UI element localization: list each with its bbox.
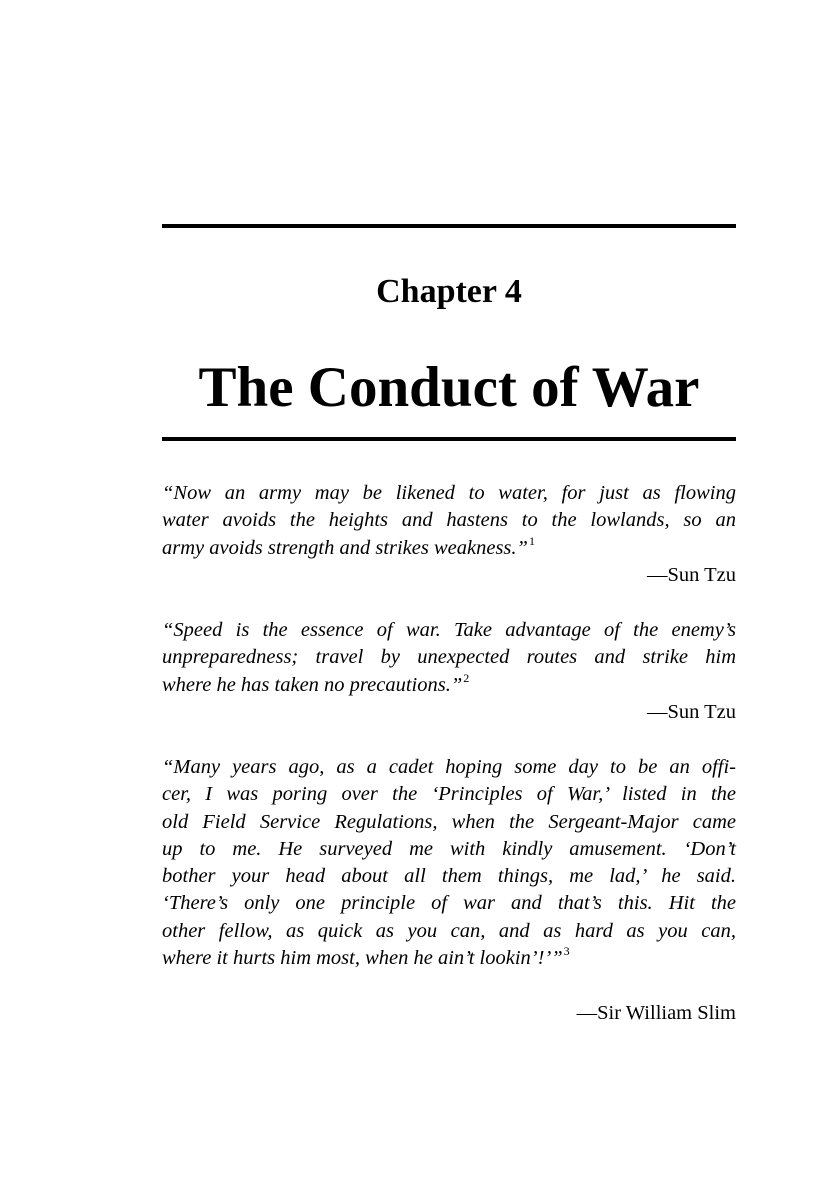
footnote-marker: 1 xyxy=(528,533,535,548)
quote-line: ‘There’s only one principle of war and that’s this. Hit the xyxy=(162,892,736,915)
chapter-title: The Conduct of War xyxy=(198,356,700,419)
epigraph-attribution-3: —Sir William Slim xyxy=(576,1002,736,1024)
quote-line-text: where he has taken no precautions.” xyxy=(162,673,463,696)
quote-line-last xyxy=(162,535,736,564)
quote-line-last xyxy=(162,672,736,701)
epigraph-quote-1 xyxy=(162,480,736,564)
epigraph-quote-2 xyxy=(162,617,736,701)
footnote-marker: 2 xyxy=(463,670,470,685)
quote-line-last xyxy=(162,945,736,974)
quote-line-text: army avoids strength and strikes weakness.” xyxy=(162,536,528,559)
epigraph-attribution-1: —Sun Tzu xyxy=(646,564,736,586)
quote-line: “Many years ago, as a cadet hoping some day to be an offi- xyxy=(162,756,736,778)
epigraph-quote-3 xyxy=(162,754,736,974)
footnote-marker: 3 xyxy=(563,944,570,959)
quote-line: “Speed is the essence of war. Take advantage of the enemy’s xyxy=(162,619,736,641)
chapter-number: Chapter 4 xyxy=(376,273,522,310)
bottom-rule xyxy=(162,437,736,441)
top-rule xyxy=(162,224,736,228)
quote-line: water avoids the heights and hastens to the lowlands, so an xyxy=(162,509,736,532)
quote-line: “Now an army may be likened to water, for just as flowing xyxy=(162,482,736,504)
quote-line: other fellow, as quick as you can, and as hard as you can, xyxy=(162,919,736,942)
quote-line: bother your head about all them things, me lad,’ he said. xyxy=(162,865,736,888)
quote-line-text: where it hurts him most, when he ain’t lookin’!’” xyxy=(162,947,563,970)
epigraph-attribution-2: —Sun Tzu xyxy=(646,701,736,723)
quote-line: cer, I was poring over the ‘Principles of War,’ listed in the xyxy=(162,783,736,806)
quote-line: old Field Service Regulations, when the Sergeant-Major came xyxy=(162,810,736,833)
quote-line: unpreparedness; travel by unexpected routes and strike him xyxy=(162,646,736,669)
quote-line: up to me. He surveyed me with kindly amusement. ‘Don’t xyxy=(162,837,736,860)
